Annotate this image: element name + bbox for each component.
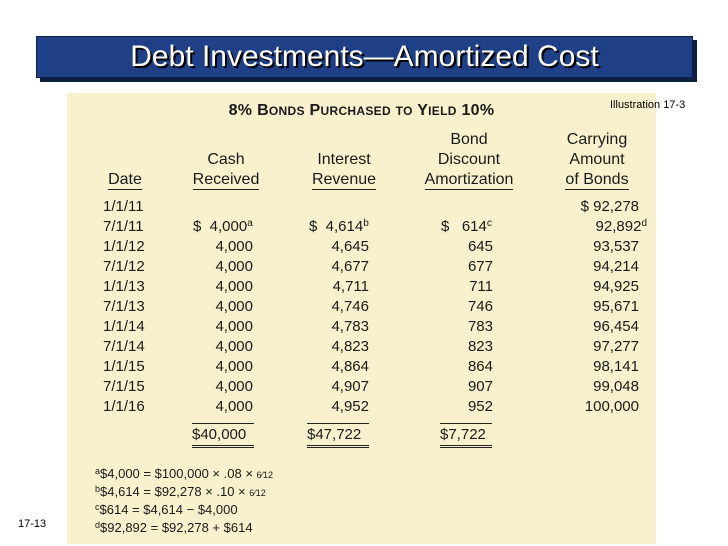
slide-title-bar: [36, 36, 693, 78]
footnote-d: $^d$\$92,892 = $92,278 + $614: [95, 520, 253, 535]
cell-interest: 4,711: [332, 278, 369, 295]
header-interest: Interest Revenue: [311, 151, 377, 188]
header-carrying: Carrying Amount of Bonds: [565, 131, 629, 188]
cell-carrying: 97,277: [593, 338, 639, 355]
cell-date: 7/1/11: [103, 218, 144, 235]
cell-cash: 4,000: [215, 358, 253, 375]
cell-interest: 4,864: [331, 358, 369, 375]
cell-cash: 4,000: [215, 298, 253, 315]
cell-date: 7/1/15: [103, 378, 145, 395]
cell-cash: 4,000: [215, 338, 253, 355]
cell-cash: 4,000: [215, 378, 253, 395]
cell-interest: 4,907: [331, 378, 369, 395]
header-discount: Bond Discount Amortization: [424, 131, 514, 188]
cell-date: 1/1/13: [103, 278, 145, 295]
cell-interest: 4,952: [331, 398, 369, 415]
cell-cash: 4,000: [215, 238, 253, 255]
table-title: 8% BONDS PURCHASED TO YIELD 10%: [228, 102, 495, 119]
page-number: 17-13: [18, 518, 47, 530]
cell-cash: 4,000: [215, 318, 253, 335]
cell-cash: $ 4,000$^a$: [193, 218, 253, 235]
cell-interest: 4,746: [331, 298, 369, 315]
cell-discount: 711: [469, 278, 493, 295]
cell-carrying: 98,141: [593, 358, 639, 375]
cell-discount: 952: [467, 398, 493, 415]
slide-title: Debt Investments—Amortized Cost: [130, 40, 599, 73]
cell-carrying: 93,537: [593, 238, 639, 255]
total-discount: $7,722: [440, 423, 492, 448]
cell-interest: $ 4,614$^b$: [309, 218, 369, 235]
cell-date: 1/1/14: [103, 318, 145, 335]
illustration-label: Illustration 17-3: [610, 99, 686, 111]
cell-discount: 645: [467, 238, 493, 255]
footnote-c: $^c$\$614 = $4,614 − $4,000: [95, 502, 238, 517]
cell-cash: 4,000: [215, 258, 253, 275]
cell-date: 1/1/11: [103, 198, 144, 215]
cell-date: 7/1/14: [103, 338, 145, 355]
table-panel: [67, 93, 656, 544]
cell-interest: 4,645: [331, 238, 369, 255]
cell-interest: 4,783: [331, 318, 369, 335]
cell-date: 7/1/12: [103, 258, 145, 275]
cell-carrying: 95,671: [593, 298, 639, 315]
cell-carrying: 94,925: [593, 278, 639, 295]
cell-date: 7/1/13: [103, 298, 145, 315]
cell-carrying: 99,048: [593, 378, 639, 395]
header-date: Date: [108, 171, 142, 188]
cell-discount: 746: [467, 298, 493, 315]
cell-carrying: $ 92,278: [580, 198, 639, 215]
cell-discount: 823: [467, 338, 493, 355]
cell-discount: 677: [467, 258, 493, 275]
footnote-b: $^b$\$4,614 = $92,278 × .10 × 6⁄12: [95, 484, 266, 499]
header-cash: Cash Received: [192, 151, 260, 188]
cell-date: 1/1/16: [103, 398, 145, 415]
cell-discount: 783: [467, 318, 493, 335]
footnote-a: $^a$\$4,000 = $100,000 × .08 × 6⁄12: [95, 466, 274, 481]
cell-discount: 907: [467, 378, 493, 395]
cell-interest: 4,823: [331, 338, 369, 355]
total-cash: $40,000: [192, 423, 254, 448]
total-interest: $47,722: [307, 423, 369, 448]
cell-interest: 4,677: [331, 258, 369, 275]
cell-cash: 4,000: [215, 398, 253, 415]
cell-discount: $ 614$^c$: [441, 218, 492, 235]
cell-carrying: 100,000: [584, 398, 639, 415]
cell-date: 1/1/12: [103, 238, 145, 255]
cell-discount: 864: [467, 358, 493, 375]
cell-carrying: 92,892$^d$: [595, 218, 647, 235]
cell-carrying: 94,214: [593, 258, 639, 275]
cell-date: 1/1/15: [103, 358, 145, 375]
cell-cash: 4,000: [215, 278, 253, 295]
cell-carrying: 96,454: [593, 318, 639, 335]
